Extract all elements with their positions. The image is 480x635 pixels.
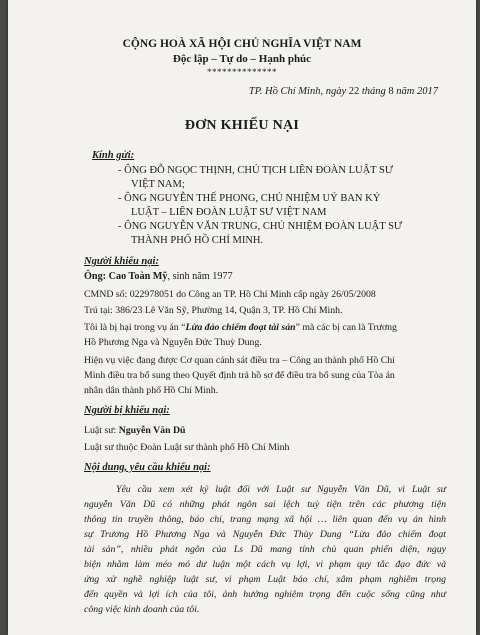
complainant-birth: , sinh năm 1977 <box>167 271 233 282</box>
victim-text-b: ” mà các bị can là Trương <box>295 322 397 333</box>
content-line-5: tài sản”, nhiều phát ngôn của Ls Dũ mang tính chủ quan phiến diện, ngụy <box>84 544 446 555</box>
content-line-9: công việc kinh doanh của tôi. <box>84 604 200 615</box>
victim-statement-line-1 <box>84 322 397 333</box>
complainant-name-prefix: Ông: <box>84 271 109 282</box>
date-line <box>249 86 438 97</box>
content-label: Nội dung, yêu cầu khiếu nại: <box>84 462 211 473</box>
case-status-line-1: Hiện vụ việc đang được Cơ quan cảnh sát điều tra – Công an thành phố Hồ Chí <box>84 355 395 366</box>
respondent-name: Nguyễn Văn Dũ <box>118 425 186 436</box>
national-motto: Độc lập – Tự do – Hạnh phúc <box>172 53 312 65</box>
complaint-document <box>8 0 476 635</box>
recipient-1-line-1: - ÔNG ĐỖ NGỌC THỊNH, CHỦ TỊCH LIÊN ĐOÀN LUẬT SƯ <box>118 165 394 176</box>
content-line-6: biện nhằm làm méo mó dư luận một cách vụ lợi, vi phạm quy tắc đạo đức và <box>84 559 446 570</box>
respondent-name-line <box>84 425 186 436</box>
complainant-name: Cao Toàn Mỹ <box>108 271 168 282</box>
victim-statement-line-2: Hồ Phương Nga và Nguyễn Đức Thuỳ Dung. <box>84 337 262 348</box>
header-separator: ************** <box>207 67 277 77</box>
recipient-2-line-2: LUẬT – LIÊN ĐOÀN LUẬT SƯ VIỆT NAM <box>131 207 327 218</box>
respondent-prefix: Luật sư: <box>84 425 119 436</box>
date-prefix: TP. Hồ Chí Minh, ngày <box>248 86 347 97</box>
respondent-bar: Luật sư thuộc Đoàn Luật sư thành phố Hồ Chí Minh <box>84 442 290 453</box>
content-line-2: nguyễn Văn Dũ có những phát ngôn sai lệch tuỳ tiện trên các phương tiện <box>84 499 446 510</box>
content-line-1: Yêu cầu xem xét kỷ luật đối với Luật sư Nguyễn Văn Dũ, vì Luật sư <box>116 484 446 495</box>
date-month-label: tháng <box>361 86 386 97</box>
complainant-address: Trú tại: 386/23 Lê Văn Sỹ, Phường 14, Quận 3, TP. Hồ Chí Minh. <box>84 305 343 316</box>
date-month: 8 <box>388 86 394 97</box>
recipient-1-line-2: VIỆT NAM; <box>131 179 185 190</box>
recipient-3-line-1: - ÔNG NGUYỄN VĂN TRUNG, CHỦ NHIỆM ĐOÀN LUẬT SƯ <box>118 221 403 232</box>
complainant-name-line <box>84 271 233 282</box>
content-line-8: đến quyền và lợi ích của tôi, ảnh hưởng nghiêm trọng đến cuộc sống cũng như <box>84 589 446 600</box>
recipient-2-line-1: - ÔNG NGUYỄN THẾ PHONG, CHỦ NHIỆM UỶ BAN KỶ <box>118 193 381 204</box>
content-line-7: ứng xử nghề nghiệp luật sư, vi phạm Luật báo chí, xâm phạm nghiêm trọng <box>84 574 446 585</box>
content-line-4: sự Trương Hồ Phương Nga và Nguyễn Đức Thùy Dung “Lừa đảo chiếm đoạt <box>84 529 446 540</box>
date-year: năm 2017 <box>396 86 438 97</box>
complainant-id: CMND số: 022978051 do Công an TP. Hồ Chí Minh cấp ngày 26/05/2008 <box>84 289 376 300</box>
case-status-line-2: Minh điều tra bổ sung theo Quyết định trả hồ sơ để điều tra bổ sung của Tòa án <box>84 370 395 381</box>
respondent-label: Người bị khiếu nại: <box>84 405 170 416</box>
content-line-3: thông tin truyền thông, báo chí, trang mạng xã hội … liên quan đến vụ án hình <box>84 514 446 525</box>
document-title: ĐƠN KHIẾU NẠI <box>184 118 300 133</box>
case-status-line-3: nhân dân thành phố Hồ Chí Minh. <box>84 385 219 396</box>
complainant-label: Người khiếu nại: <box>84 256 159 267</box>
recipient-3-line-2: THÀNH PHỐ HỒ CHÍ MINH. <box>131 235 264 246</box>
recipients-label: Kính gửi: <box>92 150 135 161</box>
victim-text-a: Tôi là bị hại trong vụ án “ <box>84 322 186 333</box>
case-name: Lừa đảo chiếm đoạt tài sản <box>185 322 296 333</box>
date-day: 22 <box>348 86 360 97</box>
national-title: CỘNG HOÀ XÃ HỘI CHỦ NGHĨA VIỆT NAM <box>122 38 362 50</box>
